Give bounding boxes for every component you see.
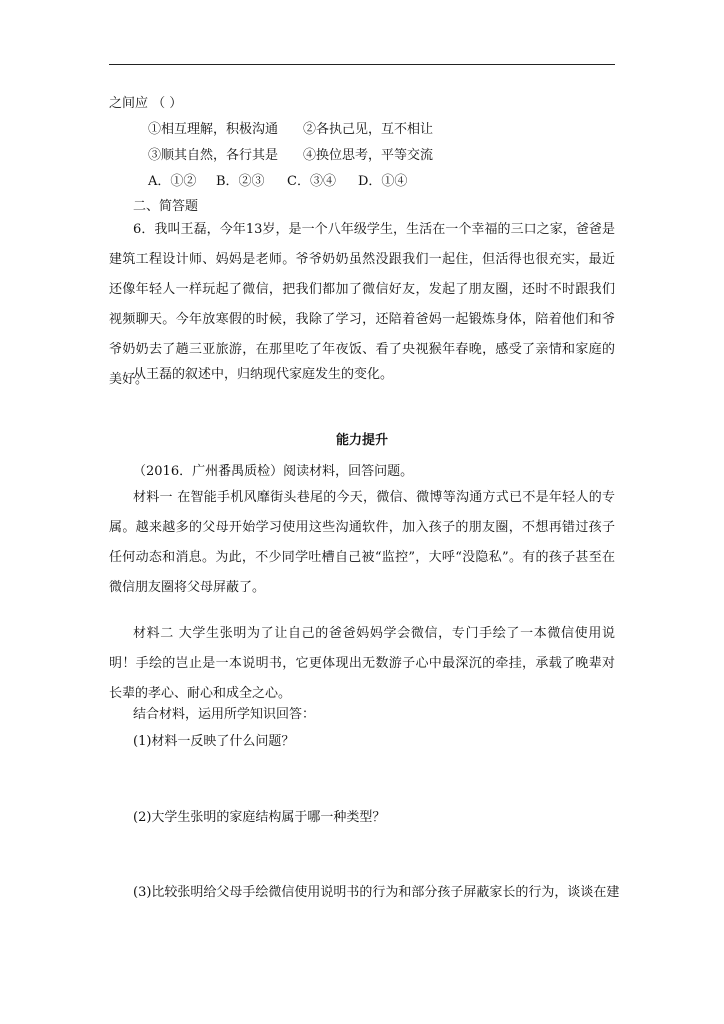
material-source: （2016．广州番禺质检）阅读材料，回答问题。 xyxy=(133,464,414,479)
material-2: 材料二 大学生张明为了让自己的爸爸妈妈学会微信，专门手绘了一本微信使用说明！手绘的岂止是一本说明书，它更体现出无数游子心中最深沉的牵挂，承载了晚辈对长辈的孝心、耐心和成全之心。 xyxy=(109,626,615,701)
option-a: A．①② xyxy=(148,174,197,189)
header-rule xyxy=(109,64,615,65)
statement-1: ①相互理解，积极沟通 xyxy=(148,122,279,137)
question6-paragraph: 6．我叫王磊，今年13岁，是一个八年级学生，生活在一个幸福的三口之家，爸爸是建筑工程设计师、妈妈是老师。爷爷奶奶虽然没跟我们一起住，但活得也很充实，最近还像年轻人一样玩起了微信，把我们都加了微信好友，发起了朋友圈，还时不时跟我们视频聊天。今年放寒假的时候，我除了学习，还陪着爸妈一起锻炼身体，陪着他们和爷爷奶奶去了趟三亚旅游，在那里吃了年夜饭、看了央视猴年春晚，感受了亲情和家庭的美好。 xyxy=(109,222,615,387)
question-1: (1)材料一反映了什么问题？ xyxy=(133,734,295,749)
question5-stem-tail: 之间应 （ ） xyxy=(109,96,183,111)
option-c: C．③④ xyxy=(287,174,336,189)
material-1: 材料一 在智能手机风靡街头巷尾的今天，微信、微博等沟通方式已不是年轻人的专属。越来越多的父母开始学习使用这些沟通软件，加入孩子的朋友圈，不想再错过孩子任何动态和消息。为此，不少同学吐槽自己被“监控”，大呼“没隐私”。有的孩子甚至在微信朋友圈将父母屏蔽了。 xyxy=(109,490,615,595)
instruction: 结合材料，运用所学知识回答： xyxy=(133,707,316,722)
question-3: (3)比较张明给父母手绘微信使用说明书的行为和部分孩子屏蔽家长的行为，谈谈在建 xyxy=(133,885,620,900)
section-heading: 二、简答题 xyxy=(133,199,199,214)
statement-2: ②各执己见，互不相让 xyxy=(303,122,434,137)
statement-3: ③顺其自然，各行其是 xyxy=(148,148,279,163)
question-2: (2)大学生张明的家庭结构属于哪一种类型？ xyxy=(133,810,386,825)
option-d: D．①④ xyxy=(358,174,408,189)
option-b: B．②③ xyxy=(216,174,265,189)
statement-4: ④换位思考，平等交流 xyxy=(303,148,434,163)
section-title: 能力提升 xyxy=(335,433,388,448)
question6-prompt: 从王磊的叙述中，归纳现代家庭发生的变化。 xyxy=(133,367,394,382)
